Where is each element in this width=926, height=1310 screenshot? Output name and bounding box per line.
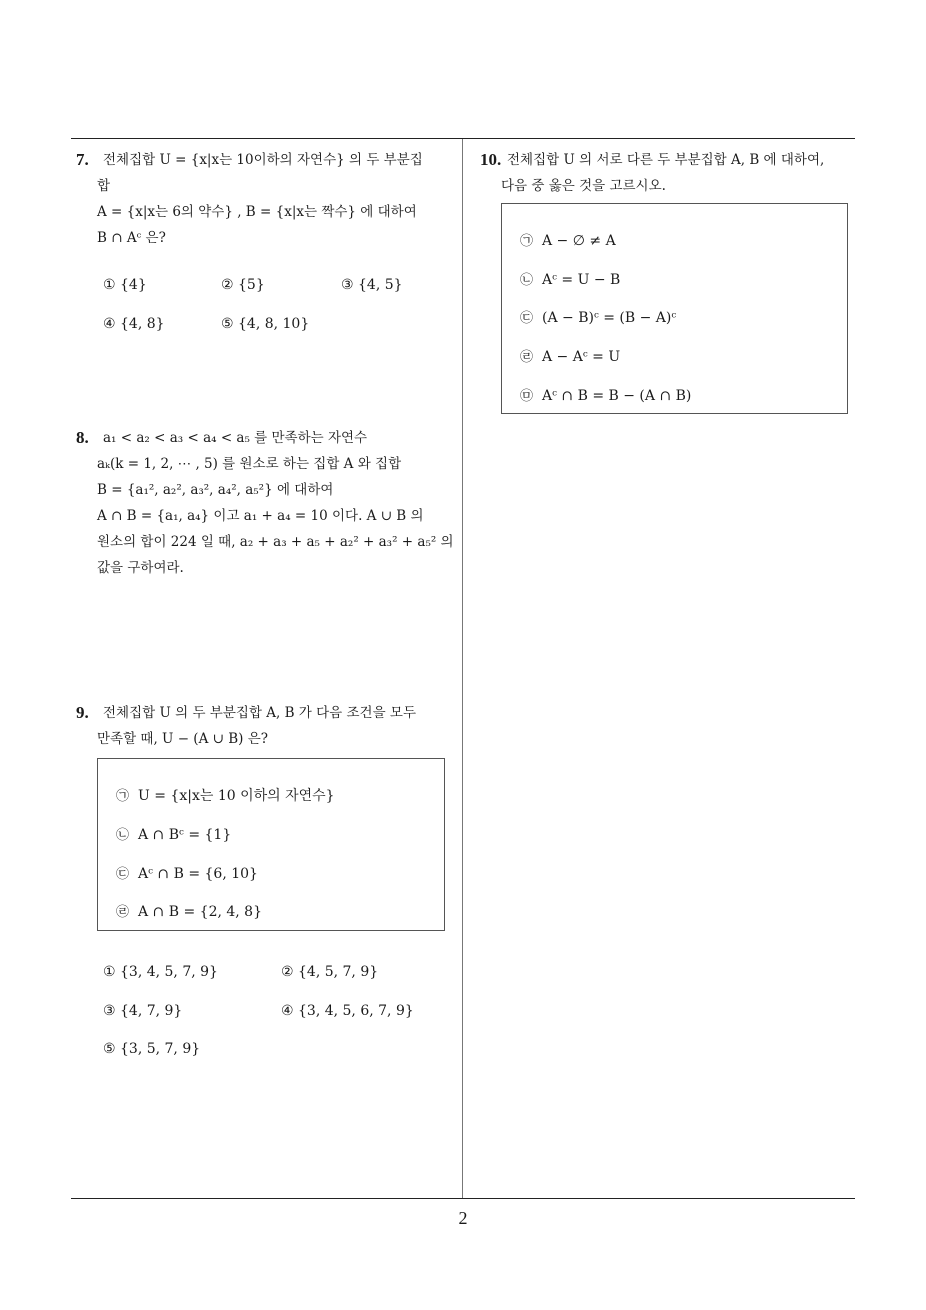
answer-choice[interactable]: ④ {4, 8} bbox=[103, 316, 165, 332]
answer-choice[interactable]: ① {4} bbox=[103, 277, 147, 293]
answer-choice[interactable]: ⑤ {4, 8, 10} bbox=[221, 316, 310, 332]
page-number: 2 bbox=[458, 1208, 468, 1228]
condition-text: A ∩ B = {2, 4, 8} bbox=[138, 904, 262, 920]
question-line: 값을 구하여라. bbox=[97, 560, 184, 576]
question-line: 다음 중 옳은 것을 고르시오. bbox=[501, 178, 666, 194]
statement-item bbox=[520, 307, 676, 326]
condition-item bbox=[116, 901, 262, 920]
condition-text: Aᶜ ∩ B = {6, 10} bbox=[138, 866, 258, 882]
statement-text: (A − B)ᶜ = (B − A)ᶜ bbox=[542, 310, 677, 326]
statement-marker: ㉢ bbox=[520, 311, 534, 326]
statement-marker: ㉠ bbox=[520, 234, 534, 249]
question-line: B = {a₁², a₂², a₃², a₄², a₅²} 에 대하여 bbox=[97, 482, 334, 498]
answer-choice[interactable]: ① {3, 4, 5, 7, 9} bbox=[103, 964, 218, 980]
question-text bbox=[103, 700, 416, 726]
question-line: 원소의 합이 224 일 때, a₂ + a₃ + a₅ + a₂² + a₃² + a₅² 의 bbox=[97, 534, 454, 550]
top-rule bbox=[71, 138, 855, 139]
question-text-cont bbox=[97, 726, 268, 752]
statement-marker: ㉣ bbox=[520, 350, 534, 365]
question-text-cont bbox=[501, 173, 666, 199]
statement-marker: ㉡ bbox=[520, 273, 534, 288]
question-line: 전체집합 U = {x|x는 10이하의 자연수} 의 두 부분집 bbox=[103, 152, 423, 168]
question-line: 합 bbox=[97, 178, 111, 194]
condition-marker: ㉣ bbox=[116, 905, 130, 920]
answer-choice[interactable]: ② {5} bbox=[221, 277, 265, 293]
question-line: B ∩ Aᶜ 은? bbox=[97, 230, 166, 246]
answer-choice[interactable]: ② {4, 5, 7, 9} bbox=[281, 964, 379, 980]
question-line: A = {x|x는 6의 약수} , B = {x|x는 짝수} 에 대하여 bbox=[97, 204, 417, 220]
condition-item bbox=[116, 824, 231, 843]
statement-item bbox=[520, 385, 691, 404]
question-text-cont bbox=[97, 451, 454, 581]
question-line: 전체집합 U 의 두 부분집합 A, B 가 다음 조건을 모두 bbox=[103, 705, 416, 721]
bottom-rule bbox=[71, 1198, 855, 1199]
conditions-box bbox=[97, 758, 445, 931]
statement-item bbox=[520, 269, 620, 288]
question-line: 만족할 때, U − (A ∪ B) 은? bbox=[97, 731, 268, 747]
question-text bbox=[103, 147, 423, 173]
condition-item bbox=[116, 863, 258, 882]
answer-choice[interactable]: ③ {4, 5} bbox=[341, 277, 403, 293]
question-line: a₁ < a₂ < a₃ < a₄ < a₅ 를 만족하는 자연수 bbox=[103, 430, 368, 446]
statement-text: Aᶜ = U − B bbox=[542, 272, 621, 288]
condition-item bbox=[116, 785, 335, 805]
statement-text: A − ∅ ≠ A bbox=[542, 233, 616, 249]
condition-marker: ㉠ bbox=[116, 789, 130, 804]
condition-text: U = {x|x는 10 이하의 자연수} bbox=[138, 788, 335, 804]
statement-item bbox=[520, 230, 616, 249]
question-text bbox=[507, 147, 824, 173]
condition-marker: ㉡ bbox=[116, 828, 130, 843]
question-line: A ∩ B = {a₁, a₄} 이고 a₁ + a₄ = 10 이다. A ∪ B 의 bbox=[97, 508, 424, 524]
answer-choice[interactable]: ④ {3, 4, 5, 6, 7, 9} bbox=[281, 1003, 414, 1019]
statement-text: Aᶜ ∩ B = B − (A ∩ B) bbox=[542, 388, 692, 404]
condition-text: A ∩ Bᶜ = {1} bbox=[138, 827, 232, 843]
condition-marker: ㉢ bbox=[116, 867, 130, 882]
statements-box bbox=[501, 203, 848, 414]
question-number: 7. bbox=[76, 150, 89, 169]
statement-marker: ㉤ bbox=[520, 389, 534, 404]
statement-item bbox=[520, 346, 620, 365]
statement-text: A − Aᶜ = U bbox=[542, 349, 621, 365]
question-number: 10. bbox=[480, 150, 502, 169]
question-number: 8. bbox=[76, 428, 89, 447]
answer-choice[interactable]: ⑤ {3, 5, 7, 9} bbox=[103, 1041, 201, 1057]
question-line: 전체집합 U 의 서로 다른 두 부분집합 A, B 에 대하여, bbox=[507, 152, 825, 168]
question-number: 9. bbox=[76, 703, 89, 722]
question-line: aₖ(k = 1, 2, ⋯ , 5) 를 원소로 하는 집합 A 와 집합 bbox=[97, 456, 402, 472]
question-text-cont bbox=[97, 173, 417, 251]
question-text bbox=[103, 425, 367, 451]
column-divider bbox=[462, 139, 463, 1198]
answer-choice[interactable]: ③ {4, 7, 9} bbox=[103, 1003, 183, 1019]
